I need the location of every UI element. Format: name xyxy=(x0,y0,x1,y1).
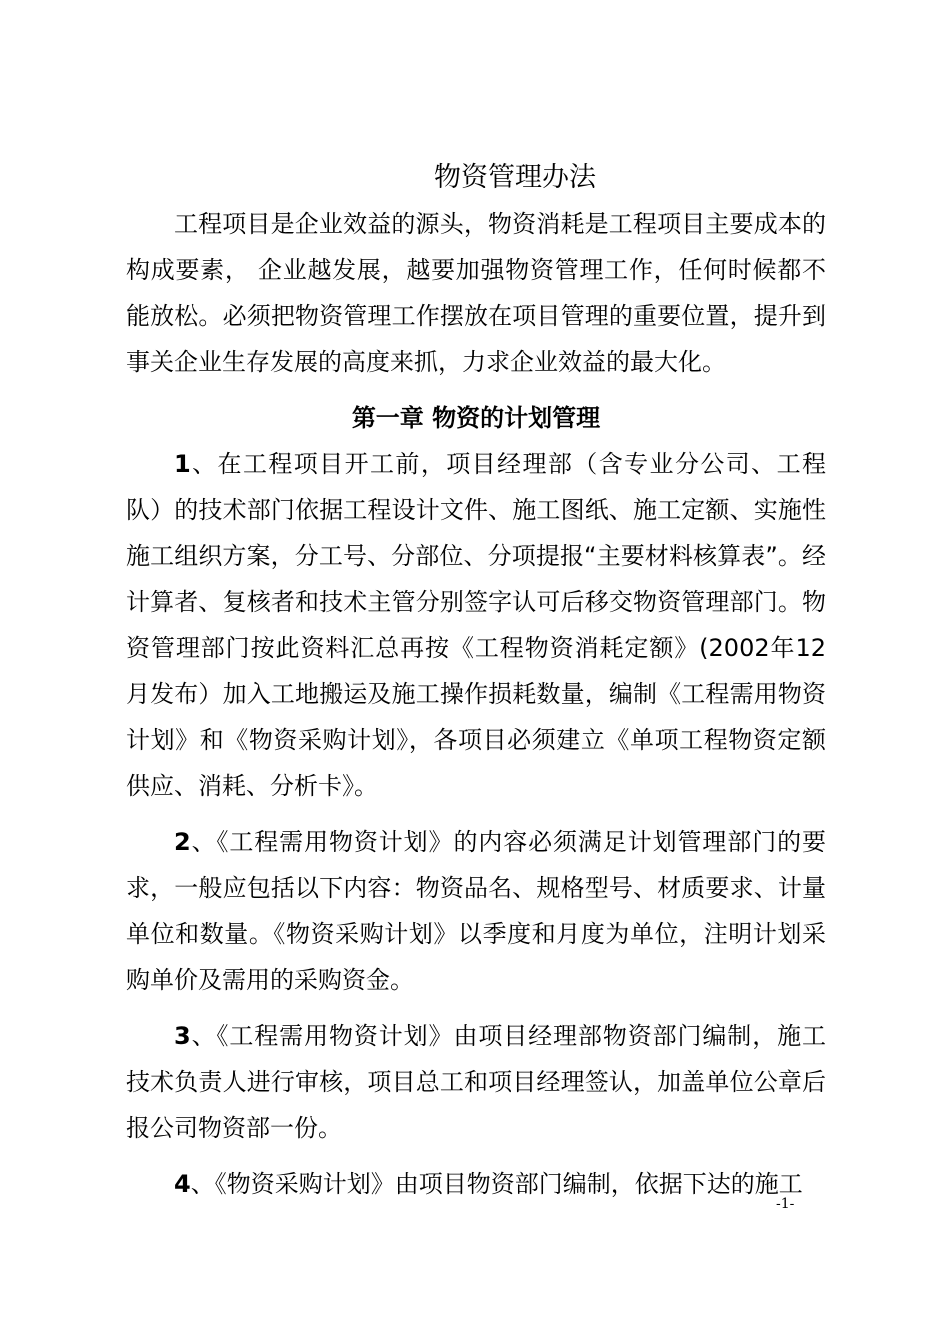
document-body xyxy=(126,201,826,1207)
item-number: 3 xyxy=(174,1022,191,1050)
item-text: 、《物资采购计划》由项目物资部门编制，依据下达的施工 xyxy=(190,1170,803,1198)
item-paragraph-4 xyxy=(126,1161,826,1207)
item-paragraph-2 xyxy=(126,819,826,1003)
item-number: 4 xyxy=(174,1170,191,1198)
item-text: 、《工程需用物资计划》由项目经理部物资部门编制，施工技术负责人进行审核，项目总工和项目经理签认，加盖单位公章后报公司物资部一份。 xyxy=(126,1022,826,1142)
page-number: -1- xyxy=(776,1196,795,1212)
intro-paragraph: 工程项目是企业效益的源头，物资消耗是工程项目主要成本的构成要素， 企业越发展，越要加强物资管理工作，任何时候都不能放松。必须把物资管理工作摆放在项目管理的重要位置，提升到事关企业生存发展的高度来抓，力求企业效益的最大化。 xyxy=(126,210,826,376)
item-paragraph-1 xyxy=(126,441,826,809)
chapter-heading: 第一章 物资的计划管理 xyxy=(351,404,601,432)
item-paragraph-3 xyxy=(126,1013,826,1151)
item-text: 、在工程项目开工前，项目经理部（含专业分公司、工程队）的技术部门依据工程设计文件、施工图纸、施工定额、实施性施工组织方案，分工号、分部位、分项提报“主要材料核算表”。经计算者、复核者和技术主管分别签字认可后移交物资管理部门。物资管理部门按此资料汇总再按《工程物资消耗定额》(2002年12月发布）加入工地搬运及施工操作损耗数量，编制《工程需用物资计划》和《物资采购计划》，各项目必须建立《单项工程物资定额供应、消耗、分析卡》。 xyxy=(126,450,826,800)
item-number: 1 xyxy=(174,450,191,478)
item-number: 2 xyxy=(174,828,191,856)
document-title: 物资管理办法 xyxy=(434,162,596,193)
item-text: 、《工程需用物资计划》的内容必须满足计划管理部门的要求，一般应包括以下内容：物资品名、规格型号、材质要求、计量单位和数量。《物资采购计划》以季度和月度为单位，注明计划采购单价及需用的采购资金。 xyxy=(126,828,826,994)
